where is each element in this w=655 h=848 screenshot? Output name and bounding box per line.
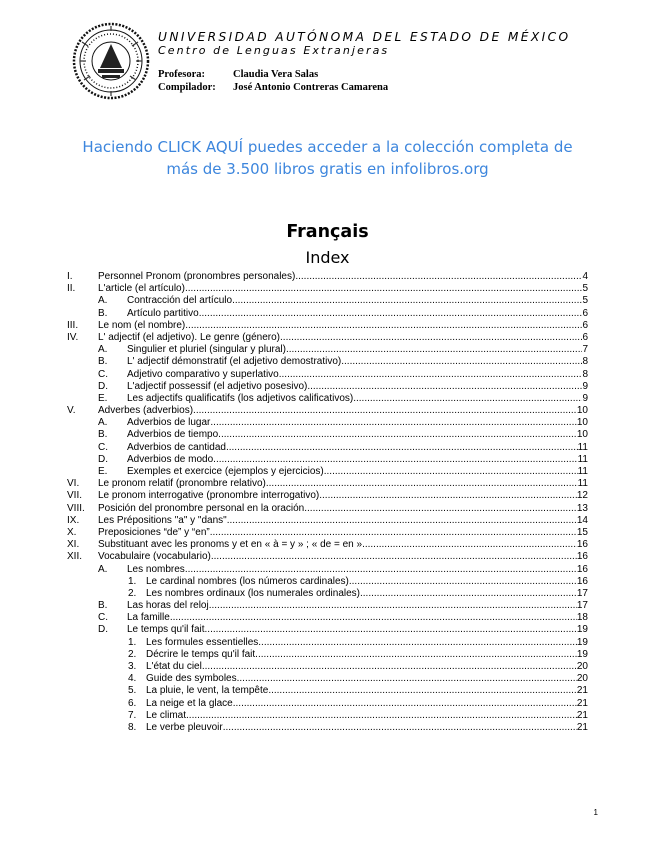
toc-entry-page: 5	[582, 295, 588, 307]
toc-entry-number: D.	[98, 380, 108, 392]
toc-entry[interactable]	[0, 405, 655, 417]
toc-entry-number: A.	[98, 417, 108, 429]
toc-entry[interactable]	[0, 649, 655, 661]
toc-entry-title: Las horas del reloj	[127, 600, 209, 612]
toc-entry[interactable]	[0, 722, 655, 734]
toc-dot-leader	[341, 356, 582, 368]
toc-entry[interactable]	[0, 393, 655, 405]
toc-dot-leader	[255, 649, 577, 661]
toc-entry-number: 5.	[128, 685, 137, 697]
toc-entry-title: Artículo partitivo	[127, 307, 199, 319]
toc-entry-title: Substituant avec les pronoms y et en « à = y » ; « de = en »	[98, 539, 363, 551]
toc-dot-leader	[360, 588, 577, 600]
toc-entry-number: V.	[67, 405, 76, 417]
toc-entry-line	[146, 588, 588, 600]
toc-entry[interactable]	[0, 429, 655, 441]
toc-entry-number: B.	[98, 600, 108, 612]
toc-dot-leader	[280, 332, 582, 344]
toc-entry-title: La neige et la glace	[146, 697, 233, 709]
toc-entry-page: 19	[576, 648, 588, 660]
toc-entry-line	[98, 332, 588, 344]
toc-entry-page: 4	[582, 271, 588, 282]
toc-entry-title: Preposiciones “de” y “en”	[98, 526, 210, 538]
toc-entry-number: I.	[67, 271, 73, 282]
toc-dot-leader	[185, 564, 577, 576]
toc-entry-line	[146, 673, 588, 685]
document-title: Français	[286, 222, 369, 242]
toc-entry-line	[98, 283, 588, 295]
toc-dot-leader	[258, 637, 577, 649]
toc-entry-line	[98, 320, 588, 332]
toc-entry-page: 5	[582, 283, 588, 295]
toc-entry-title: Adjetivo comparativo y superlativo	[127, 368, 279, 380]
toc-entry-number: A.	[98, 295, 108, 307]
toc-entry-page: 21	[576, 685, 588, 697]
toc-entry-page: 21	[576, 697, 588, 709]
toc-dot-leader	[324, 466, 578, 478]
toc-entry-line	[146, 576, 588, 588]
toc-entry-line	[146, 661, 588, 673]
toc-entry-page: 9	[582, 392, 588, 404]
toc-dot-leader	[232, 295, 582, 307]
toc-entry[interactable]	[0, 503, 655, 515]
toc-entry-number: A.	[98, 563, 108, 575]
toc-entry-page: 12	[576, 490, 588, 502]
toc-entry-title: Les adjectifs qualificatifs (los adjetivos calificativos)	[127, 392, 354, 404]
toc-entry[interactable]	[0, 600, 655, 612]
page-number: 1	[593, 808, 598, 817]
toc-entry-page: 11	[577, 478, 588, 490]
university-seal-icon	[72, 22, 150, 100]
toc-entry-line	[127, 454, 588, 466]
toc-entry-line	[127, 564, 588, 576]
toc-entry-title: Personnel Pronom (pronombres personales)	[98, 271, 296, 282]
toc-entry-page: 10	[576, 405, 588, 417]
toc-entry[interactable]	[0, 320, 655, 332]
toc-entry-page: 9	[582, 380, 588, 392]
toc-entry-page: 8	[582, 368, 588, 380]
toc-entry-title: Vocabulaire (vocabulario)	[98, 551, 211, 563]
toc-entry-page: 18	[576, 612, 588, 624]
toc-dot-leader	[349, 576, 577, 588]
compiler-label: Compilador:	[158, 82, 216, 93]
toc-entry[interactable]	[0, 332, 655, 344]
toc-entry-line	[98, 527, 588, 539]
toc-entry-title: Adverbios de cantidad	[127, 441, 226, 453]
toc-entry-number: 7.	[128, 709, 137, 721]
toc-entry[interactable]	[0, 624, 655, 636]
toc-entry-page: 10	[576, 429, 588, 441]
toc-entry-number: III.	[67, 319, 79, 331]
toc-entry-number: B.	[98, 307, 108, 319]
toc-entry-page: 16	[576, 563, 588, 575]
toc-entry[interactable]	[0, 673, 655, 685]
toc-entry[interactable]	[0, 698, 655, 710]
toc-entry-line	[98, 551, 588, 563]
toc-entry-line	[146, 685, 588, 697]
toc-entry-number: VII.	[67, 490, 83, 502]
toc-entry-title: Décrire le temps qu'il fait	[146, 648, 256, 660]
toc-entry-page: 17	[576, 600, 588, 612]
toc-entry-number: XI.	[67, 539, 80, 551]
toc-entry-number: E.	[98, 466, 108, 477]
toc-entry-number: 1.	[128, 575, 137, 587]
toc-entry-title: Le temps qu'il fait	[127, 624, 205, 636]
toc-entry[interactable]	[0, 515, 655, 527]
toc-dot-leader	[237, 673, 577, 685]
toc-entry-page: 6	[582, 319, 588, 331]
toc-dot-leader	[205, 624, 577, 636]
toc-entry-line	[98, 515, 588, 527]
toc-entry[interactable]	[0, 308, 655, 320]
toc-entry-number: XII.	[67, 551, 83, 563]
document-header	[72, 22, 592, 102]
toc-entry-title: L' adjectif (el adjetivo). Le genre (género)	[98, 331, 281, 343]
toc-entry-title: Le pronom interrogative (pronombre interrogativo)	[98, 490, 320, 502]
toc-entry-page: 16	[576, 551, 588, 563]
toc-entry-line	[127, 466, 588, 478]
professor-label: Profesora:	[158, 69, 206, 80]
toc-entry-line	[127, 356, 588, 368]
toc-dot-leader	[210, 417, 576, 429]
toc-entry-page: 16	[576, 575, 588, 587]
toc-entry-page: 8	[582, 356, 588, 368]
toc-entry-page: 15	[576, 526, 588, 538]
toc-entry[interactable]	[0, 588, 655, 600]
toc-entry-number: E.	[98, 392, 108, 404]
toc-entry-line	[127, 600, 588, 612]
toc-entry-title: Contracción del artículo	[127, 295, 233, 307]
toc-entry[interactable]	[0, 478, 655, 490]
toc-entry[interactable]	[0, 417, 655, 429]
toc-dot-leader	[199, 308, 583, 320]
toc-dot-leader	[362, 539, 577, 551]
toc-entry-title: Les nombres ordinaux (los numerales ordinales)	[146, 587, 360, 599]
toc-entry-page: 11	[577, 466, 588, 477]
toc-entry[interactable]	[0, 356, 655, 368]
toc-dot-leader	[210, 527, 577, 539]
toc-entry-title: Le pronom relatif (pronombre relativo)	[98, 478, 266, 490]
toc-entry-number: IV.	[67, 331, 79, 343]
toc-entry-number: VIII.	[67, 502, 85, 514]
toc-entry-line	[127, 295, 588, 307]
toc-entry-title: L'adjectif possessif (el adjetivo posesivo)	[127, 380, 308, 392]
toc-entry[interactable]	[0, 466, 655, 478]
toc-dot-leader	[295, 271, 582, 283]
toc-entry-page: 7	[582, 344, 588, 356]
toc-dot-leader	[202, 661, 577, 673]
toc-entry-number: IX.	[67, 514, 80, 526]
toc-entry[interactable]	[0, 661, 655, 673]
toc-entry-line	[127, 344, 588, 356]
toc-dot-leader	[266, 478, 578, 490]
toc-entry-page: 11	[577, 441, 588, 453]
toc-entry-line	[127, 442, 588, 454]
toc-entry-title: La famille	[127, 612, 170, 624]
toc-entry-page: 21	[576, 709, 588, 721]
toc-entry[interactable]	[0, 442, 655, 454]
toc-entry-page: 10	[576, 417, 588, 429]
toc-entry[interactable]	[0, 369, 655, 381]
toc-entry-title: L'état du ciel	[146, 661, 202, 672]
toc-entry-line	[98, 271, 588, 283]
toc-entry-title: Posición del pronombre personal en la oración	[98, 502, 305, 514]
toc-entry-line	[146, 722, 588, 734]
toc-dot-leader	[193, 405, 577, 417]
toc-entry-title: Exemples et exercice (ejemplos y ejercicios)	[127, 466, 324, 477]
toc-dot-leader	[186, 710, 577, 722]
toc-entry-page: 17	[576, 587, 588, 599]
toc-entry-number: VI.	[67, 478, 80, 490]
toc-dot-leader	[304, 503, 577, 515]
toc-entry[interactable]	[0, 454, 655, 466]
toc-entry-title: Singulier et pluriel (singular y plural)	[127, 344, 286, 356]
toc-entry-number: II.	[67, 283, 76, 295]
toc-entry-number: C.	[98, 441, 108, 453]
toc-dot-leader	[279, 369, 583, 381]
toc-entry-title: Guide des symboles	[146, 673, 237, 685]
toc-entry[interactable]	[0, 612, 655, 624]
toc-entry[interactable]	[0, 344, 655, 356]
toc-entry-page: 20	[576, 661, 588, 672]
toc-entry-line	[127, 624, 588, 636]
promo-link-line-1[interactable]: Haciendo CLICK AQUÍ puedes acceder a la colección completa de	[82, 138, 573, 156]
toc-entry[interactable]	[0, 539, 655, 551]
toc-entry-page: 11	[577, 453, 588, 465]
toc-entry-line	[98, 539, 588, 551]
toc-entry-title: Les nombres	[127, 563, 185, 575]
toc-entry-title: Adverbios de modo	[127, 453, 214, 465]
table-of-contents	[0, 271, 655, 734]
professor-name: Claudia Vera Salas	[233, 69, 319, 80]
toc-dot-leader	[209, 600, 577, 612]
toc-entry-number: 4.	[128, 673, 137, 685]
toc-entry-number: X.	[67, 526, 77, 538]
toc-entry-page: 13	[576, 502, 588, 514]
toc-entry-line	[98, 478, 588, 490]
toc-dot-leader	[185, 283, 582, 295]
toc-entry[interactable]	[0, 637, 655, 649]
toc-entry-number: B.	[98, 356, 108, 368]
toc-entry-title: L' adjectif démonstratif (el adjetivo demostrativo)	[127, 356, 342, 368]
toc-entry-number: 3.	[128, 661, 137, 672]
toc-entry-line	[127, 393, 588, 405]
toc-entry-number: 1.	[128, 636, 137, 648]
toc-entry[interactable]	[0, 685, 655, 697]
toc-entry-title: Les formules essentielles	[146, 636, 259, 648]
toc-entry-number: C.	[98, 368, 108, 380]
toc-dot-leader	[307, 381, 582, 393]
toc-entry-title: L'article (el artículo)	[98, 283, 185, 295]
toc-dot-leader	[226, 442, 578, 454]
toc-entry-page: 6	[582, 307, 588, 319]
toc-entry-number: D.	[98, 453, 108, 465]
toc-dot-leader	[185, 320, 582, 332]
toc-entry-line	[127, 417, 588, 429]
toc-entry-page: 20	[576, 673, 588, 685]
toc-entry-line	[146, 649, 588, 661]
toc-entry-number: 8.	[128, 721, 137, 733]
toc-entry-page: 21	[576, 721, 588, 733]
toc-entry-line	[127, 369, 588, 381]
toc-entry-line	[98, 503, 588, 515]
toc-entry[interactable]	[0, 490, 655, 502]
index-heading: Index	[305, 248, 350, 267]
center-name: Centro de Lenguas Extranjeras	[158, 44, 390, 57]
toc-entry[interactable]	[0, 283, 655, 295]
toc-entry-title: Le verbe pleuvoir	[146, 721, 223, 733]
toc-entry[interactable]	[0, 527, 655, 539]
toc-entry-number: D.	[98, 624, 108, 636]
toc-dot-leader	[227, 515, 577, 527]
toc-entry-title: Le nom (el nombre)	[98, 319, 186, 331]
toc-entry-line	[127, 612, 588, 624]
toc-dot-leader	[223, 722, 577, 734]
toc-entry-page: 19	[576, 636, 588, 648]
toc-entry-line	[127, 429, 588, 441]
toc-entry-line	[146, 698, 588, 710]
toc-dot-leader	[268, 685, 577, 697]
toc-entry-title: Adverbes (adverbios)	[98, 405, 194, 417]
toc-entry-title: Le climat	[146, 709, 187, 721]
toc-entry-title: Adverbios de lugar	[127, 417, 211, 429]
toc-entry-number: 6.	[128, 697, 137, 709]
toc-entry-number: C.	[98, 612, 108, 624]
toc-entry[interactable]	[0, 576, 655, 588]
toc-entry-number: A.	[98, 344, 108, 356]
toc-entry-title: Les Prépositions "a" y "dans"	[98, 514, 227, 526]
toc-entry-line	[98, 405, 588, 417]
toc-dot-leader	[233, 698, 577, 710]
toc-entry-line	[146, 710, 588, 722]
toc-entry-title: La pluie, le vent, la tempête	[146, 685, 269, 697]
toc-entry-line	[98, 490, 588, 502]
toc-entry-page: 6	[582, 331, 588, 343]
toc-entry[interactable]	[0, 295, 655, 307]
toc-entry[interactable]	[0, 551, 655, 563]
toc-entry[interactable]	[0, 381, 655, 393]
toc-entry[interactable]	[0, 271, 655, 283]
promo-link-line-2[interactable]: más de 3.500 libros gratis en infolibros.org	[166, 160, 489, 178]
compiler-name: José Antonio Contreras Camarena	[233, 82, 389, 93]
toc-entry[interactable]	[0, 710, 655, 722]
toc-entry-page: 16	[576, 539, 588, 551]
toc-entry-line	[127, 381, 588, 393]
toc-dot-leader	[218, 429, 577, 441]
toc-dot-leader	[319, 490, 577, 502]
toc-entry-title: Adverbios de tiempo	[127, 429, 219, 441]
toc-entry[interactable]	[0, 564, 655, 576]
toc-dot-leader	[170, 612, 577, 624]
toc-dot-leader	[286, 344, 582, 356]
toc-dot-leader	[353, 393, 582, 405]
toc-entry-page: 19	[576, 624, 588, 636]
toc-entry-title: Le cardinal nombres (los números cardinales)	[146, 575, 349, 587]
toc-entry-number: 2.	[128, 587, 137, 599]
university-name: UNIVERSIDAD AUTÓNOMA DEL ESTADO DE MÉXICO	[158, 30, 571, 44]
toc-dot-leader	[213, 454, 577, 466]
toc-entry-line	[146, 637, 588, 649]
toc-entry-number: B.	[98, 429, 108, 441]
toc-entry-number: 2.	[128, 648, 137, 660]
toc-dot-leader	[211, 551, 577, 563]
toc-entry-line	[127, 308, 588, 320]
toc-entry-page: 14	[576, 514, 588, 526]
